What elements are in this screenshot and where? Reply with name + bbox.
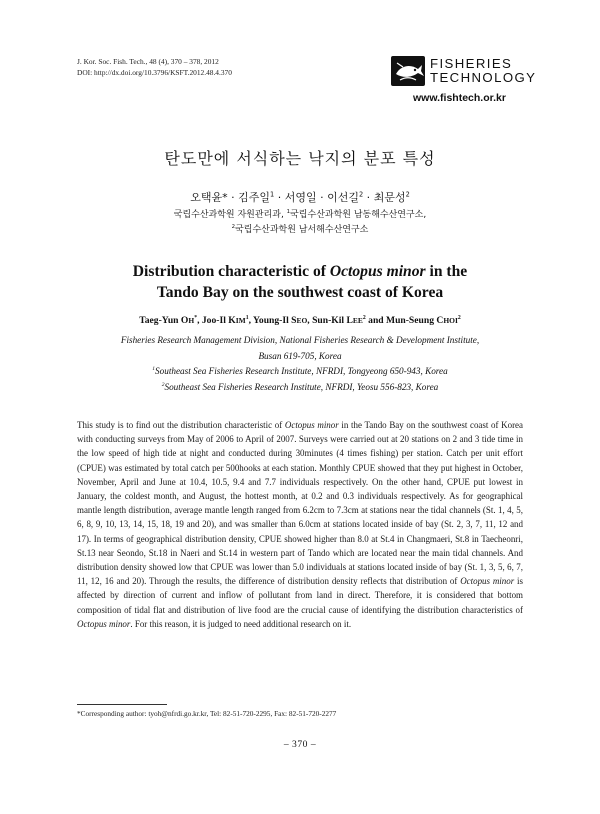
ko-author: 이선길	[327, 191, 359, 204]
journal-logo[interactable]	[391, 56, 537, 108]
fish-logo-icon	[391, 56, 425, 86]
ko-affiliation-line: 국립수산과학원 자원관리과, $^1$국립수산과학원 남동해수산연구소,	[173, 209, 427, 220]
en-affiliation-line: $^2$Southeast Sea Fisheries Research Institute, NFRDI, Yeosu 556-823, Korea	[161, 381, 439, 392]
doi-line: DOI: http://dx.doi.org/10.3796/KSFT.2012.48.4.370	[77, 68, 232, 77]
species-name: Octopus minor	[77, 618, 131, 629]
journal-url-link[interactable]: www.fishtech.or.kr	[413, 92, 506, 104]
logo-line-technology: TECHNOLOGY	[430, 70, 537, 85]
species-name: Octopus minor	[284, 420, 339, 430]
corresponding-author-footnote: *Corresponding author: tyoh@nfrdi.go.kr.kr, Tel: 82-51-720-2295, Fax: 82-51-720-2277	[77, 709, 337, 718]
en-affiliation-line: Fisheries Research Management Division, National Fisheries Research & Development Institute,	[120, 335, 480, 345]
english-affiliations	[0, 333, 600, 395]
english-title: Distribution characteristic of Octopus minor in the Tando Bay on the southwest coast of Korea	[132, 263, 468, 301]
page-number: – 370 –	[283, 739, 317, 750]
journal-citation	[77, 56, 232, 78]
en-author: Young-Il SEO	[253, 315, 308, 326]
citation-line: J. Kor. Soc. Fish. Tech., 48 (4), 370 – 378, 2012	[77, 57, 219, 66]
korean-affiliations	[0, 208, 600, 238]
species-name: Octopus minor	[329, 263, 426, 280]
korean-authors: 오택윤* · 김주일$^1$ · 서영일 · 이선길$^2$ · 최문성$^2$	[190, 190, 410, 204]
ko-affiliation-line: $^2$국립수산과학원 남서해수산연구소	[231, 224, 369, 235]
ko-author: 서영일	[284, 191, 317, 204]
footnote-divider	[77, 704, 167, 705]
abstract-text: This study is to find out the distribution characteristic of Octopus minor in the Tando Bay on the southwest coast of Korea with conducting surveys from May of 2006 to April of 2007. Surveys were carried out at 20 stations on 2 and 3 tide time in the low speed of high tide at night and conducted during 30minutes (4 times fishing) per station. Catch per unit effort (CPUE) was estimated by total catch per 500hooks at each station. Monthly CPUE showed that they put highest in October, November, April and June at 10.4, 10.5, 9.4 and 7.7 individuals respectively. On the other hand, CPUE put lowest in January, the coldest month, and August, the hottest month, at 0.2 and 0.3 individuals respectively. As for geographical mantle length distribution, average mantle length ranged from 6.2cm to 7.3cm at stations near the tidal channels (St. 1, 4, 5, 6, 8, 9, 10, 13, 14, 15, 18, 19 and 20), and was smaller than 6.0cm at stations located inside of bay (St. 2, 3, 7, 11, 12 and 17). In terms of geographical distribution density, CPUE showed higher than 8.0 at St.4 in Changmaeri, St.8 in Taecheonri, St.13 near Seondo, St.18 in Naeri and St.14 in western part of Tando which are located near the main tidal channels. And distribution density showed low that CPUE was lower than 5.0 individuals at stations located inside of bay (St. 1, 3, 5, 6, 7, 11, 12, 16 and 20). Through the results, the difference of distribution density reflects that distribution of Octopus minor is affected by direction of current and inflow of pollutant from land in direct. Therefore, it is considered that bottom composition of tidal flat and distribution of live food are the crucial cause of identifying the distribution characteristics of Octopus minor. For this reason, it is judged to need additional research on it.	[77, 420, 523, 629]
ko-author: 최문성	[373, 191, 406, 204]
logo-wordmark	[430, 57, 536, 85]
ko-author: 오택윤*	[190, 191, 228, 204]
korean-title: 탄도만에 서식하는 낙지의 분포 특성	[164, 149, 436, 168]
en-author: Taeg-Yun OH*	[139, 314, 198, 326]
en-author: Mun-Seung CHOI$^2$	[386, 314, 461, 326]
ko-author: 김주일	[238, 191, 270, 204]
logo-line-fisheries: FISHERIES	[430, 56, 513, 71]
en-affiliation-line: $^1$Southeast Sea Fisheries Research Institute, NFRDI, Tongyeong 650-943, Korea	[152, 366, 448, 377]
en-affiliation-line: Busan 619-705, Korea	[258, 350, 342, 361]
en-author: Sun-Kil LEE$^2$	[312, 314, 366, 326]
species-name: Octopus minor	[460, 576, 515, 587]
english-authors: Taeg-Yun OH*, Joo-Il KIM$^1$, Young-Il SEO, Sun-Kil LEE$^2$ and Mun-Seung CHOI$^2$	[139, 314, 461, 326]
en-author: Joo-Il KIM$^1$	[201, 314, 249, 326]
